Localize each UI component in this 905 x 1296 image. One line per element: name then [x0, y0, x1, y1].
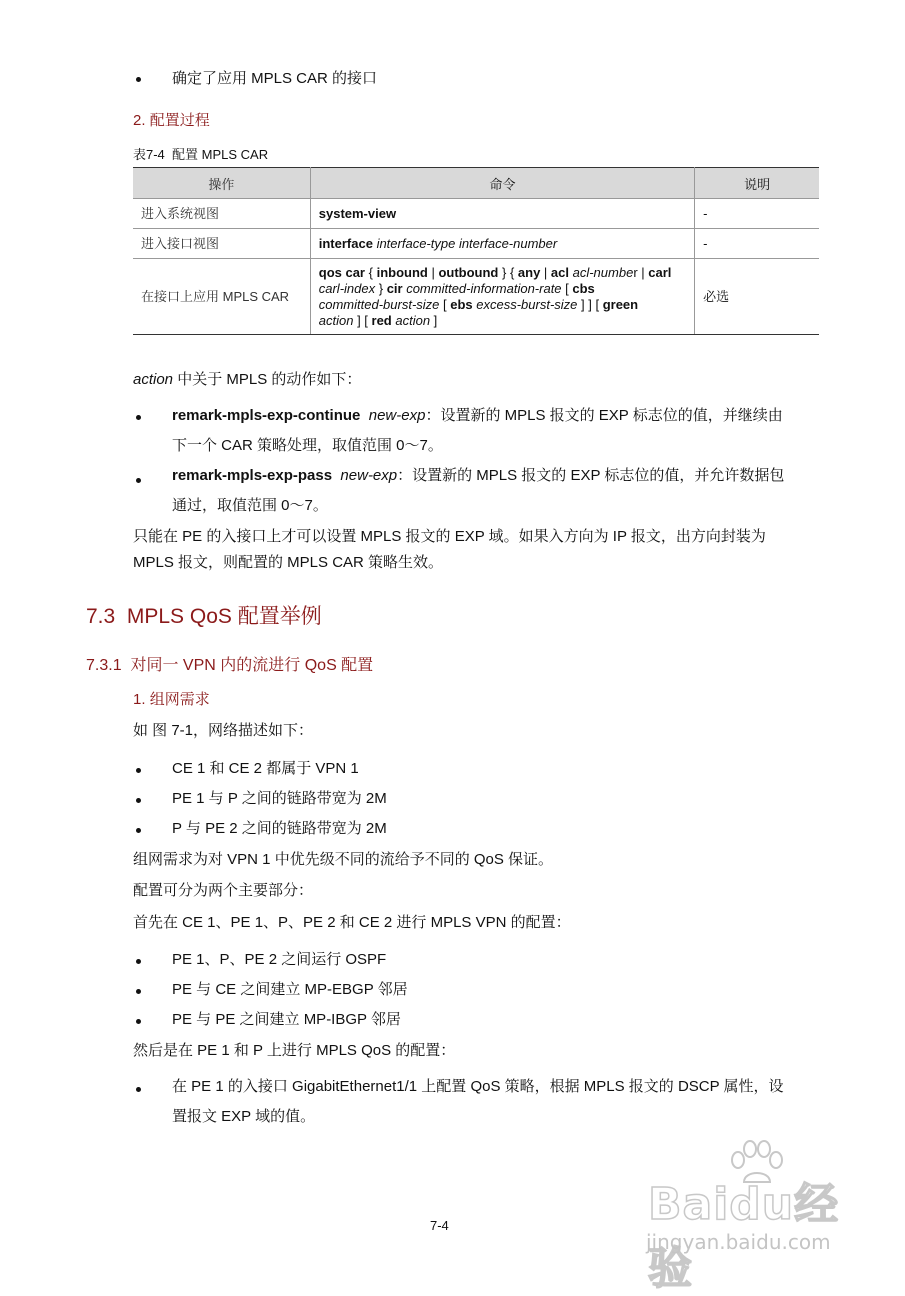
section-heading-config-process	[133, 109, 210, 130]
command-keyword: system-view	[318, 205, 397, 221]
section-number: 2.	[133, 112, 146, 129]
bullet-dot	[136, 798, 141, 803]
bullet-dot	[136, 989, 141, 994]
first-step-line: 首先在 CE 1、PE 1、P、PE 2 和 CE 2 进行 MPLS VPN 的配置：	[133, 914, 571, 931]
baidu-watermark	[640, 1140, 860, 1294]
watermark-logo-cn: 经验	[648, 1179, 840, 1294]
table-title: 配置 MPLS CAR	[172, 147, 269, 162]
action-command: remark-mpls-exp-pass	[172, 467, 333, 484]
heading-title: 对同一 VPN 内的流进行 QoS 配置	[130, 657, 374, 674]
cell-operation: 进入系统视图	[133, 199, 310, 229]
net-bullet: CE 1 和 CE 2 都属于 VPN 1	[172, 760, 359, 777]
mpls-car-table	[133, 167, 819, 335]
section-title: 组网需求	[149, 691, 210, 708]
bullet-dot	[136, 77, 141, 82]
heading-title: MPLS QoS 配置举例	[126, 605, 322, 628]
action-command: remark-mpls-exp-continue	[172, 407, 361, 424]
net-bullet: P 与 PE 2 之间的链路带宽为 2M	[172, 820, 387, 837]
bullet-dot	[136, 478, 141, 483]
vpn-bullet: PE 与 PE 之间建立 MP-IBGP 邻居	[172, 1011, 401, 1028]
action-desc: ：设置新的 MPLS 报文的 EXP 标志位的值，并允许数据包	[397, 467, 785, 484]
cell-command	[310, 229, 694, 259]
bullet-dot	[136, 415, 141, 420]
cell-operation: 在接口上应用 MPLS CAR	[133, 259, 310, 335]
watermark-url: jingyan.baidu.com	[646, 1230, 831, 1254]
section-number: 1.	[133, 691, 146, 708]
vpn-bullet: PE 1、P、PE 2 之间运行 OSPF	[172, 951, 387, 968]
heading-7-3-1	[86, 652, 373, 675]
header-description: 说明	[695, 168, 819, 199]
header-command: 命令	[310, 168, 694, 199]
table-row	[133, 229, 819, 259]
table-row	[133, 259, 819, 335]
section-title: 配置过程	[149, 112, 210, 129]
pe-paragraph-line2: MPLS 报文，则配置的 MPLS CAR 策略生效。	[133, 554, 444, 571]
action-desc: ：设置新的 MPLS 报文的 EXP 标志位的值，并继续由	[425, 407, 783, 424]
pe-paragraph-line1: 只能在 PE 的入接口上才可以设置 MPLS 报文的 EXP 域。如果入方向为 IP 报文，出方向封装为	[133, 528, 766, 545]
header-operation: 操作	[133, 168, 310, 199]
figure-reference: 如 图 7-1，网络描述如下：	[133, 722, 314, 739]
cell-description: -	[695, 229, 819, 259]
requirement-line: 组网需求为对 VPN 1 中优先级不同的流给予不同的 QoS 保证。	[133, 851, 554, 868]
table-caption	[133, 144, 268, 163]
table-row	[133, 199, 819, 229]
command-argument: interface-type interface-number	[372, 235, 558, 251]
section-heading-network-req	[133, 688, 210, 709]
action-bullet-pass-line2: 通过，取值范围 0～7。	[172, 497, 328, 514]
parts-line: 配置可分为两个主要部分：	[133, 882, 314, 899]
cell-description: 必选	[695, 259, 819, 335]
table-header-row	[133, 168, 819, 199]
bullet-dot	[136, 1087, 141, 1092]
bullet-dot	[136, 959, 141, 964]
cell-command	[310, 199, 694, 229]
action-argument: new-exp	[368, 407, 426, 424]
table-label: 表7-4	[133, 147, 165, 162]
command-keyword: interface	[318, 235, 373, 251]
heading-number: 7.3	[86, 605, 116, 628]
action-bullet-continue	[172, 405, 783, 427]
then-line: 然后是在 PE 1 和 P 上进行 MPLS QoS 的配置：	[133, 1042, 456, 1059]
heading-number: 7.3.1	[86, 657, 122, 674]
net-bullet: PE 1 与 P 之间的链路带宽为 2M	[172, 790, 387, 807]
intro-bullet: 确定了应用 MPLS CAR 的接口	[172, 70, 378, 87]
bullet-dot	[136, 1019, 141, 1024]
heading-7-3	[86, 600, 322, 630]
action-intro-text: 中关于 MPLS 的动作如下：	[173, 371, 362, 388]
watermark-logo-text: Baidu	[648, 1179, 795, 1230]
bullet-dot	[136, 828, 141, 833]
qos-bullet-line1: 在 PE 1 的入接口 GigabitEthernet1/1 上配置 QoS 策略，根据 MPLS 报文的 DSCP 属性，设	[172, 1078, 784, 1095]
action-argument: new-exp	[340, 467, 398, 484]
page-number: 7-4	[430, 1218, 449, 1233]
action-bullet-continue-line2: 下一个 CAR 策略处理，取值范围 0～7。	[172, 437, 443, 454]
action-bullet-pass	[172, 465, 784, 487]
bullet-dot	[136, 768, 141, 773]
qos-bullet-line2: 置报文 EXP 域的值。	[172, 1108, 316, 1125]
action-intro	[133, 369, 361, 391]
cell-operation: 进入接口视图	[133, 229, 310, 259]
cell-description: -	[695, 199, 819, 229]
vpn-bullet: PE 与 CE 之间建立 MP-EBGP 邻居	[172, 981, 408, 998]
action-keyword: action	[133, 371, 174, 388]
cell-command: qos car { inbound | outbound } { any | acl acl-number | carl carl-index } cir committed-information-rate [ cbs committed-burst-size [ ebs excess-burst-size ] ] [ green action ] [ red action ]	[310, 259, 694, 335]
